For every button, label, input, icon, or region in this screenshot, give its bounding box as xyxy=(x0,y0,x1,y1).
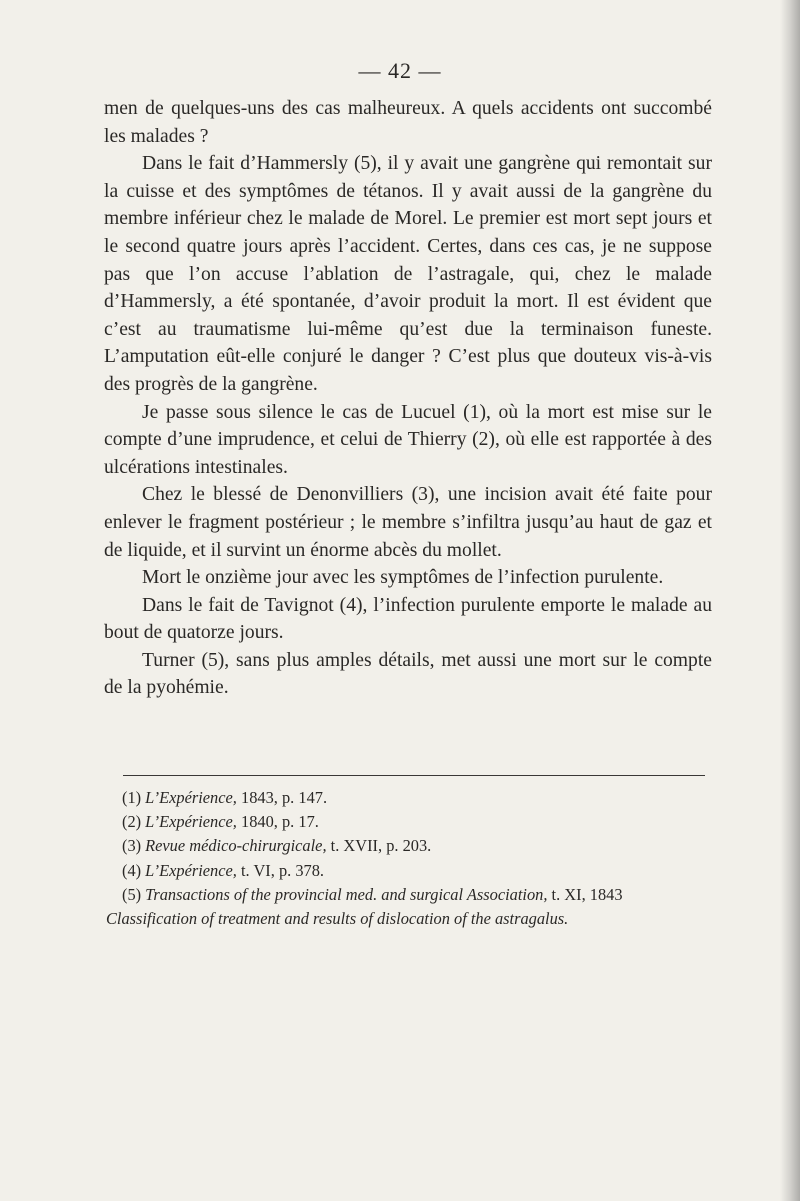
paragraph: Dans le fait d’Hammersly (5), il y avait une gangrène qui remontait sur la cuisse et des symptômes de tétanos. Il y avait aussi de la gangrène du membre inférieur chez le malade de Morel. Le premier est mort sept jours et le second quatre jours après l’accident. Certes, dans ces cas, je ne suppose pas que l’on accuse l’ablation de l’astragale, qui, chez le malade d’Hammersly, a été spontanée, d’avoir produit la mort. Il est évident que c’est au traumatisme lui-même qu’est due la terminaison funeste. L’amputation eût-elle conjuré le danger ? C’est plus que douteux vis-à-vis des progrès de la gangrène. xyxy=(104,153,712,395)
footnotes xyxy=(106,786,726,931)
footnote-source-title: Revue médico-chirurgicale, xyxy=(145,836,327,856)
paragraph: Turner (5), sans plus amples détails, met aussi une mort sur le compte de la pyohémie. xyxy=(104,649,712,699)
footnote-source-title: Transactions of the provincial med. and surgical Association, xyxy=(145,884,548,904)
paragraph: Je passe sous silence le cas de Lucuel (1), où la mort est mise sur le compte d’une imprudence, et celui de Thierry (2), où elle est rapportée à des ulcérations intestinales. xyxy=(104,401,712,478)
footnote xyxy=(106,883,726,907)
paragraph: Mort le onzième jour avec les symptômes de l’infection purulente. xyxy=(142,567,664,589)
footnote-number: (4) xyxy=(122,860,142,880)
paragraph: men de quelques-uns des cas malheureux. A quels accidents ont succombé les malades ? xyxy=(104,98,712,147)
footnote-reference: t. XVII, p. 203. xyxy=(326,836,432,856)
footnote-reference: 1843, p. 147. xyxy=(236,788,328,807)
footnote xyxy=(106,786,726,810)
paragraph: Chez le blessé de Denonvilliers (3), une incision avait été faite pour enlever le fragment postérieur ; le membre s’infiltra jusqu’au haut de gaz et de liquide, et il survint un énorme abcès du mollet. xyxy=(104,484,712,561)
footnote-reference: t. VI, p. 378. xyxy=(236,860,325,880)
footnote xyxy=(106,810,726,834)
footnote-continuation-title: Classification of treatment and results of dislocation of the astragalus. xyxy=(106,909,569,929)
footnote-source-title: L’Expérience, xyxy=(145,860,237,880)
body-text xyxy=(104,95,712,702)
paragraph: Dans le fait de Tavignot (4), l’infection purulente emporte le malade au bout de quatorze jours. xyxy=(104,594,712,644)
footnote-divider xyxy=(123,775,705,776)
page-number: — 42 — xyxy=(358,58,442,83)
footnote-number: (3) xyxy=(122,836,142,856)
footnote xyxy=(106,834,726,858)
footnote-reference: 1840, p. 17. xyxy=(236,812,319,832)
footnote-number: (5) xyxy=(122,884,142,904)
footnote-source-title: L’Expérience, xyxy=(145,812,237,832)
footnote-number: (2) xyxy=(122,812,142,832)
footnote-continuation xyxy=(106,907,726,931)
footnote-source-title: L’Expérience, xyxy=(145,788,237,807)
footnote-number: (1) xyxy=(122,788,142,807)
footnote xyxy=(106,859,726,883)
footnote-reference: t. XI, 1843 xyxy=(547,884,623,904)
